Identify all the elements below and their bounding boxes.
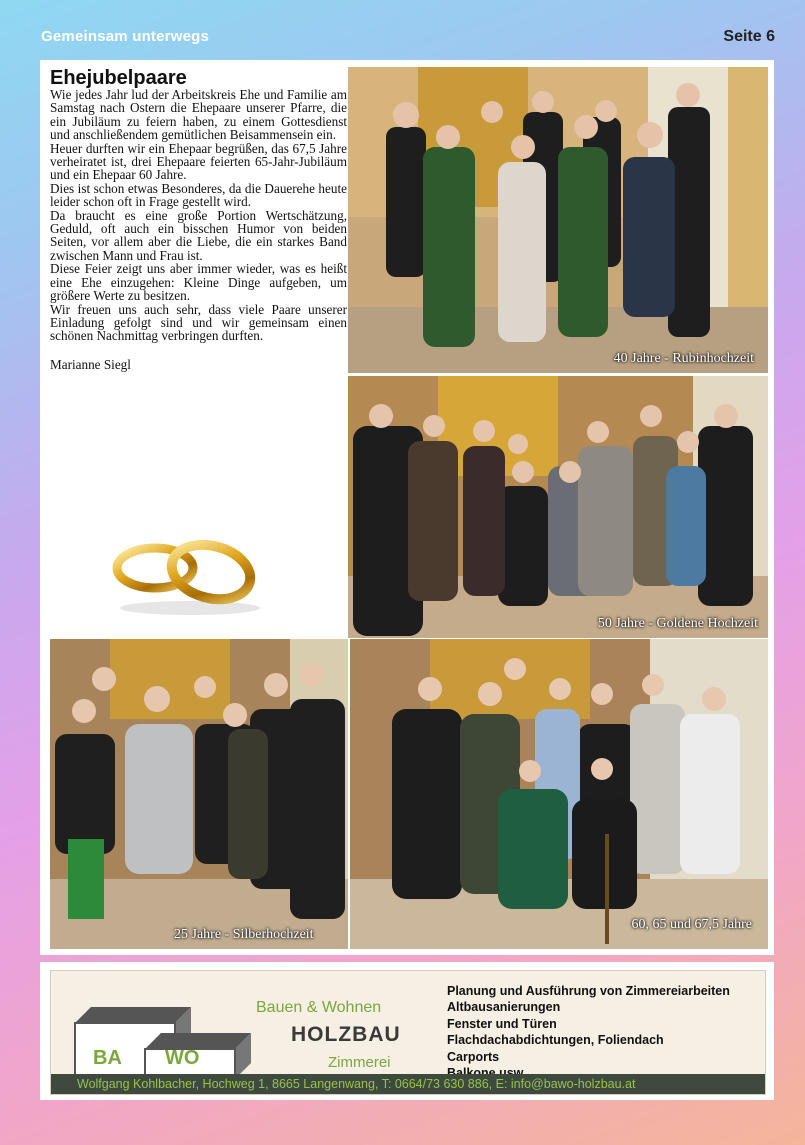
article-paragraph: Da braucht es eine große Portion Wertschätzung, Geduld, oft auch ein bisschen Humor von beiden Seiten, vor allem aber die Liebe, die ein starkes Band zwischen Mann und Frau ist. (50, 207, 347, 263)
photo-caption: 50 Jahre - Goldene Hochzeit (597, 616, 758, 631)
wedding-rings-image (110, 520, 270, 620)
service-item: Planung und Ausführung von Zimmereiarbeiten (447, 984, 730, 998)
photo-silberhochzeit (50, 639, 348, 949)
photo-caption: 60, 65 und 67,5 Jahre (631, 917, 752, 932)
article-paragraph: Heuer durften wir ein Ehepaar begrüßen, das 67,5 Jahre verheiratet ist, drei Ehepaare feierten 65-Jahr-Jubiläum und ein Ehepaar 60 Jahre. (50, 140, 347, 183)
ad-brand: HOLZBAU (291, 1023, 401, 1046)
photo-caption: 25 Jahre - Silberhochzeit (174, 927, 314, 942)
photo-hohe-jubilaeen (350, 639, 768, 949)
article-body (50, 88, 347, 343)
article-paragraph: Dies ist schon etwas Besonderes, da die Dauerehe heute leider schon oft in Frage gestellt wird. (50, 180, 347, 210)
ad-contact-footer: Wolfgang Kohlbacher, Hochweg 1, 8665 Langenwang, T: 0664/73 630 886, E: info@bawo-holzbau.at (51, 1074, 765, 1094)
services-list (447, 983, 730, 1081)
content-panel (40, 60, 774, 955)
service-item: Fenster und Türen (447, 1016, 557, 1031)
ad-trade: Zimmerei (328, 1054, 391, 1071)
service-item: Altbausanierungen (447, 1000, 561, 1015)
logo-text-ba: BA (93, 1047, 122, 1069)
bawo-logo (73, 991, 253, 1079)
ad-box (50, 970, 766, 1095)
article-paragraph: Diese Feier zeigt uns aber immer wieder, was es heißt eine Ehe einzugehen: Kleine Dinge aufgeben, um größere Werte zu besitzen. (50, 261, 347, 304)
article-author: Marianne Siegl (50, 356, 131, 372)
photo-goldene-hochzeit (348, 376, 768, 638)
advertisement (40, 962, 774, 1100)
article-paragraph: Wie jedes Jahr lud der Arbeitskreis Ehe und Familie am Samstag nach Ostern die Ehepaare unserer Pfarre, die ein Jubiläum zu feiern haben, zu einem Gottesdienst und anschließendem gemütlichen Beisammensein ein. (50, 87, 347, 143)
ad-tagline: Bauen & Wohnen (256, 999, 382, 1016)
service-item: Flachdachabdichtungen, Foliendach (447, 1033, 664, 1048)
section-title: Gemeinsam unterwegs (41, 28, 210, 45)
page-number: Seite 6 (723, 28, 775, 45)
article (50, 68, 347, 373)
photo-caption: 40 Jahre - Rubinhochzeit (613, 351, 754, 366)
photo-rubinhochzeit (348, 67, 768, 373)
article-title: Ehejubelpaare (50, 67, 187, 89)
service-item: Carports (447, 1049, 500, 1064)
article-paragraph: Wir freuen uns auch sehr, dass viele Paare unserer Einladung gefolgt sind und wir gemeinsam einen schönen Nachmittag verbringen durften. (50, 301, 347, 344)
logo-text-wo: WO (165, 1047, 200, 1069)
